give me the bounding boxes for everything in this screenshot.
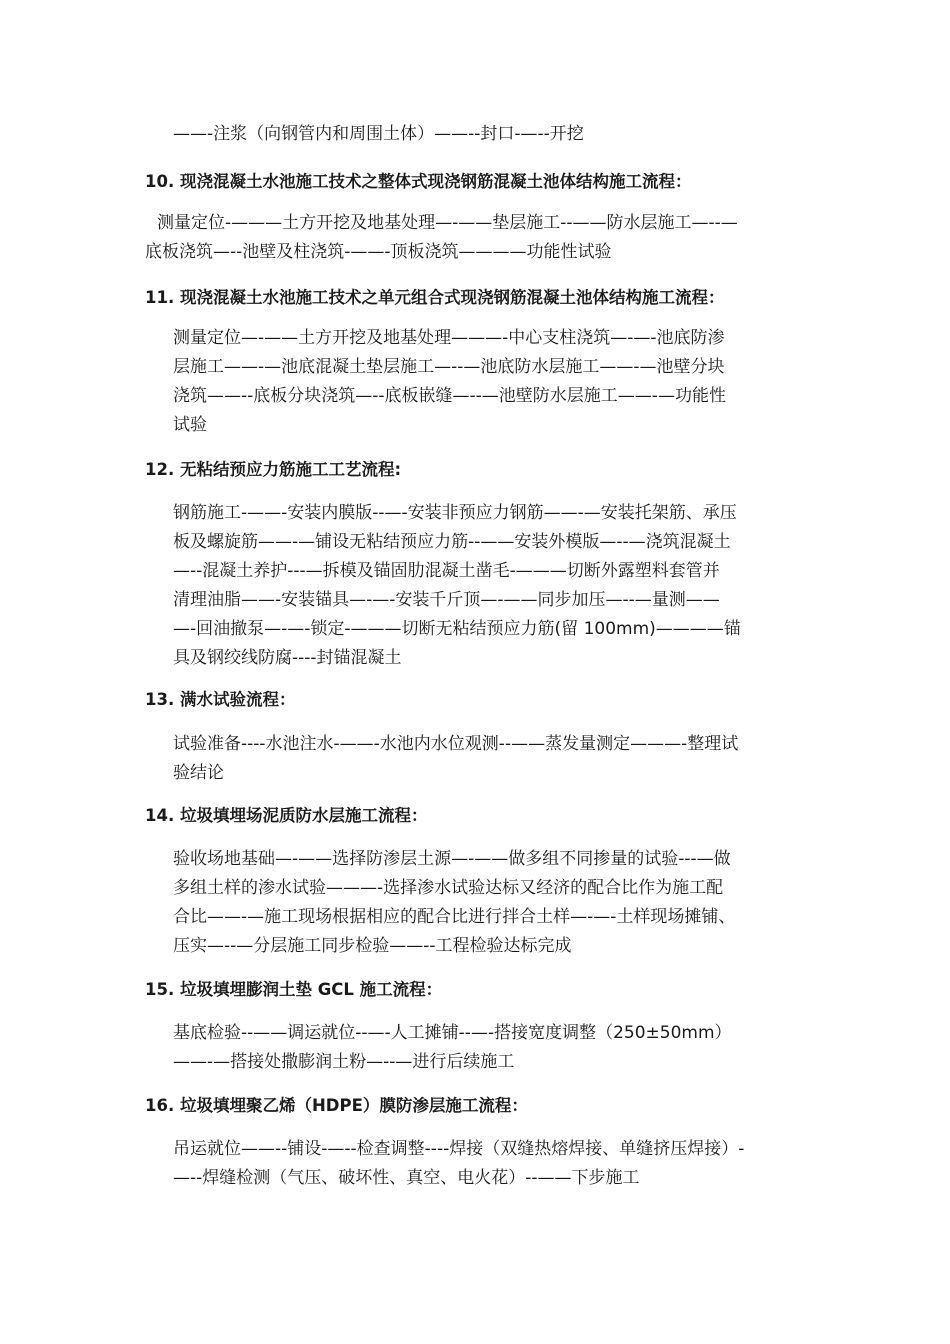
text-line: 验收场地基础—-——选择防渗层土源—-——做多组不同掺量的试验---—做 (173, 849, 731, 869)
text-line: 验结论 (173, 763, 224, 783)
text-line: —--焊缝检测（气压、破坏性、真空、电火花）--——下步施工 (173, 1168, 640, 1188)
section-11-body (173, 324, 809, 440)
section-14-heading: 14. 垃圾填埋场泥质防水层施工流程： (145, 806, 428, 825)
text-line: 合比——-—施工现场根据相应的配合比进行拌合土样—-—-土样现场摊铺、 (173, 907, 736, 927)
text-line: —--混凝土养护---—拆模及锚固肋混凝土凿毛-———切断外露塑料套管并 (173, 561, 720, 581)
section-10-body (145, 209, 810, 267)
text-line: 板及螺旋筋——-—铺设无粘结预应力筋--——安装外模版—--—浇筑混凝土 (173, 532, 731, 552)
section-13-heading: 13. 满水试验流程： (145, 690, 296, 709)
section-14-body (173, 845, 809, 961)
text-line: 基底检验--——调运就位--—-人工摊铺--—-搭接宽度调整（250±50mm） (173, 1023, 732, 1043)
text-line: ——-注浆（向钢管内和周围土体）——--封口-—--开挖 (173, 124, 584, 144)
section-12-body (173, 499, 809, 673)
text-line: 试验准备----水池注水-——-水池内水位观测--——蒸发量测定———-整理试 (173, 734, 739, 754)
section-16-heading: 16. 垃圾填埋聚乙烯（HDPE）膜防渗层施工流程： (145, 1096, 528, 1115)
text-line: 多组土样的渗水试验———-选择渗水试验达标又经济的配合比作为施工配 (173, 878, 724, 898)
text-line: 清理油脂——-安装锚具—-—-安装千斤顶—-——同步加压—--—量测—— (173, 590, 720, 610)
text-line: ——-—搭接处撒膨润土粉—--—进行后续施工 (173, 1052, 515, 1072)
section-15-heading: 15. 垃圾填埋膨润土垫 GCL 施工流程： (145, 980, 443, 999)
section-13-body (173, 730, 809, 788)
text-line: 底板浇筑—--池壁及柱浇筑-——-顶板浇筑————功能性试验 (145, 242, 612, 262)
text-line: 试验 (173, 415, 207, 435)
text-line: 测量定位-———土方开挖及地基处理—-——垫层施工--——防水层施工—--— (157, 213, 738, 233)
text-line: 具及钢绞线防腐----封锚混凝土 (173, 648, 402, 668)
section-15-body (173, 1019, 809, 1077)
section-11-heading: 11. 现浇混凝土水池施工技术之单元组合式现浇钢筋混凝土池体结构施工流程： (145, 288, 725, 307)
continuation-paragraph (173, 120, 809, 149)
text-line: 浇筑——--底板分块浇筑—--底板嵌缝—--—池壁防水层施工——-—功能性 (173, 386, 726, 406)
text-line: 测量定位—-——土方开挖及地基处理———-中心支柱浇筑—-—-池底防渗 (173, 328, 725, 348)
text-line: 压实—--—分层施工同步检验——--工程检验达标完成 (173, 936, 572, 956)
text-line: 吊运就位——--铺设-—--检查调整----焊接（双缝热熔焊接、单缝挤压焊接）- (173, 1139, 745, 1159)
text-line: —-回油撤泵—-—-锁定-———切断无粘结预应力筋(留 100mm)————锚 (173, 619, 741, 639)
section-12-heading: 12. 无粘结预应力筋施工工艺流程: (145, 460, 402, 479)
section-16-body (173, 1135, 809, 1193)
section-10-heading: 10. 现浇混凝土水池施工技术之整体式现浇钢筋混凝土池体结构施工流程： (145, 172, 692, 191)
text-line: 层施工——-—池底混凝土垫层施工—--—池底防水层施工——-—池壁分块 (173, 357, 725, 377)
text-line: 钢筋施工-——-安装内膜版--—-安装非预应力钢筋——-—安装托架筋、承压 (173, 503, 737, 523)
